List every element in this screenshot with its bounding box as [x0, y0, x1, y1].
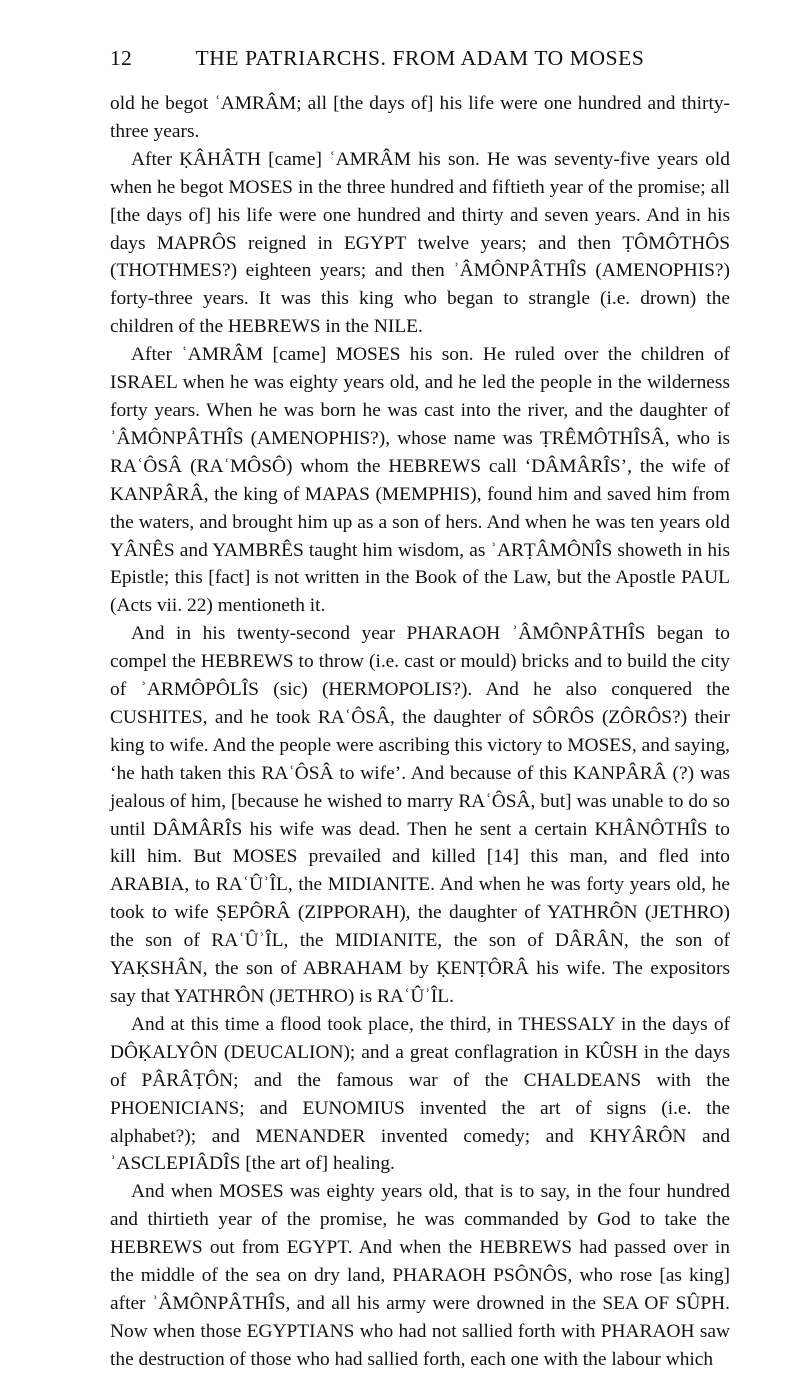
paragraph-amram-moses: After ʿAMRÂM [came] MOSES his son. He ruled over the children of ISRAEL when he was eighty years old, and he led the people in the wilderness forty years. When he was born he was cast into the river, and the daughter of ʾÂMÔNPÂTHÎS (AMENOPHIS?), whose name was ṬRÊMÔTHÎSÂ, who is RAʿÔSÂ (RAʿMÔSÔ) whom the HEBREWS call ʻDÂMÂRÎSʼ, the wife of KANPÂRÂ, the king of MAPAS (MEMPHIS), found him and saved him from the waters, and brought him up as a son of hers. And when he was ten years old YÂNÊS and YAMBRÊS taught him wisdom, as ʾARṬÂMÔNÎS showeth in his Epistle; this [fact] is not written in the Book of the Law, but the Apostle PAUL (Acts vii. 22) mentioneth it.: [110, 344, 730, 617]
paragraph-exodus: And when MOSES was eighty years old, that is to say, in the four hundred and thirtieth year of the promise, he was commanded by God to take the HEBREWS out from EGYPT. And when the HEBREWS had passed over in the middle of the sea on dry land, PHARAOH PSÔNÔS, who rose [as king] after ʾÂMÔNPÂTHÎS, and all his army were drowned in the SEA OF SÛPH. Now when those EGYPTIANS who had not sallied forth with PHARAOH saw the destruction of those who had sallied forth, each one with the labour which: [110, 1181, 730, 1370]
body-text: [110, 90, 730, 1374]
paragraph-kahath: After ḲÂHÂTH [came] ʿAMRÂM his son. He was seventy-five years old when he begot MOSES in the three hundred and fiftieth year of the promise; all [the days of] his life were one hundred and thirty and seven years. And in his days MAPRÔS reigned in EGYPT twelve years; and then ṬÔMÔTHÔS (THOTHMES?) eighteen years; and then ʾÂMÔNPÂTHÎS (AMENOPHIS?) forty-three years. It was this king who began to strangle (i.e. drown) the children of the HEBREWS in the NILE.: [110, 148, 730, 338]
paragraph-flood: And at this time a flood took place, the third, in THESSALY in the days of DÔḲALYÔN (DEUCALION); and a great conflagration in KÛSH in the days of PÂRÂṬÔN; and the famous war of the CHALDEANS with the PHOENICIANS; and EUNOMIUS invented the art of signs (i.e. the alphabet?); and MENANDER invented comedy; and KHYÂRÔN and ʾASCLEPIÂDÎS [the art of] healing.: [110, 1013, 730, 1175]
running-title: THE PATRIARCHS. FROM ADAM TO MOSES: [195, 46, 645, 70]
page-number: 12: [110, 46, 133, 70]
paragraph-twenty-second-year: And in his twenty-second year PHARAOH ʾÂMÔNPÂTHÎS began to compel the HEBREWS to throw (i.e. cast or mould) bricks and to build the city of ʾARMÔPÔLÎS (sic) (HERMOPOLIS?). And he also conquered the CUSHITES, and he took RAʿÔSÂ, the daughter of SÔRÔS (ZÔRÔS?) their king to wife. And the people were ascribing this victory to MOSES, and saying, ʻhe hath taken this RAʿÔSÂ to wifeʼ. And because of this KANPÂRÂ (?) was jealous of him, [because he wished to marry RAʿÔSÂ, but] was unable to do so until DÂMÂRÎS his wife was dead. Then he sent a certain KHÂNÔTHÎS to kill him. But MOSES prevailed and killed [14] this man, and fled into ARABIA, to RAʿÛʾÎL, the MIDIANITE. And when he was forty years old, he took to wife ṢEPÔRÂ (ZIPPORAH), the daughter of YATHRÔN (JETHRO) the son of RAʿÛʾÎL, the MIDIANITE, the son of DÂRÂN, the son of YAḲSHÂN, the son of ABRAHAM by ḲENṬÔRÂ his wife. The expositors say that YATHRÔN (JETHRO) is RAʿÛʾÎL.: [110, 623, 730, 1007]
running-head: [110, 46, 730, 76]
paragraph-continuation: old he begot ʿAMRÂM; all [the days of] his life were one hundred and thirty-three years.: [110, 93, 730, 142]
